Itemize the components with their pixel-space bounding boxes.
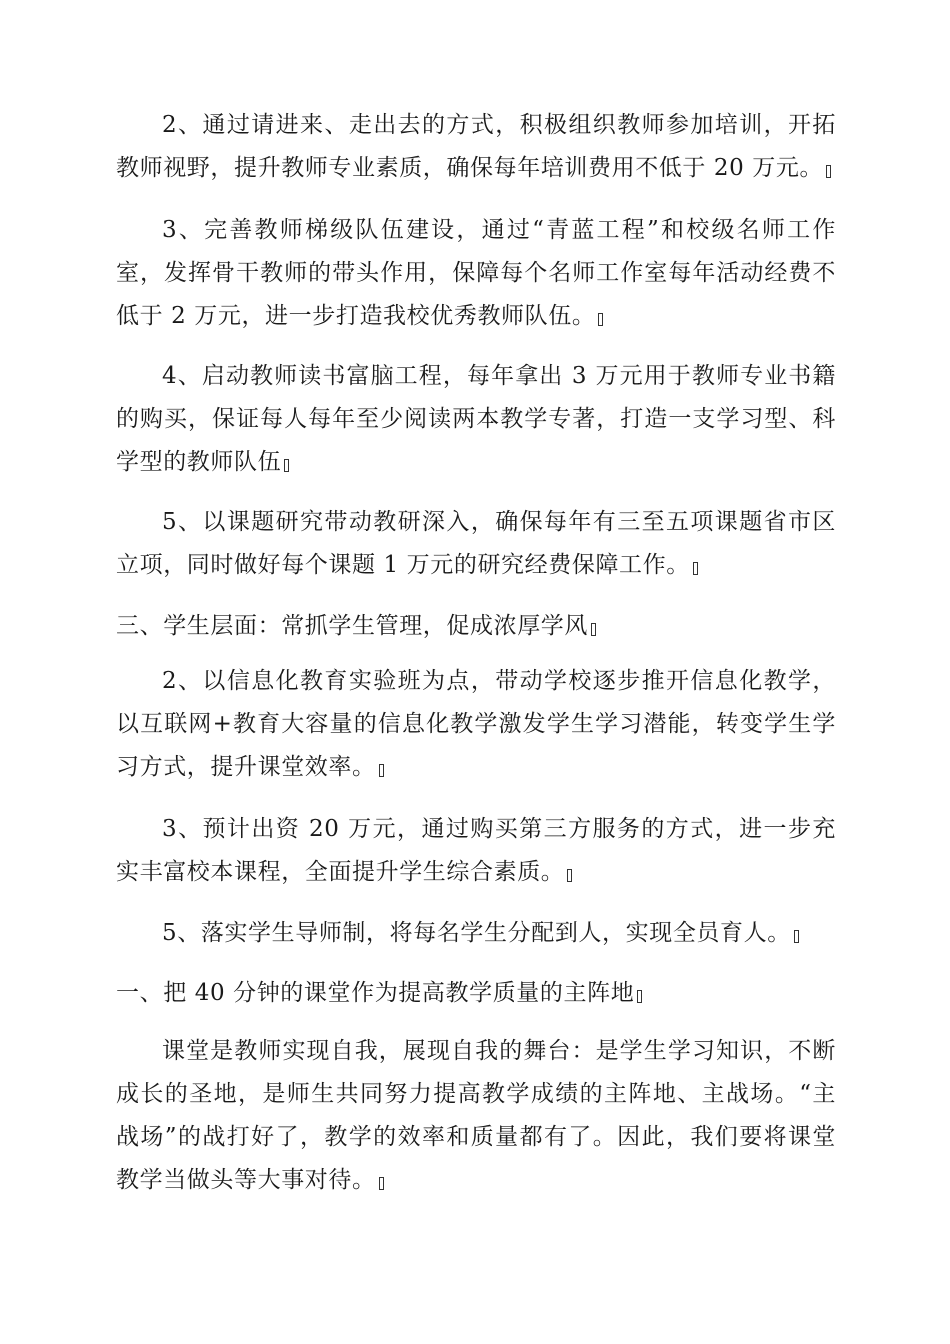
- paragraph-mark-icon: [693, 562, 698, 575]
- section-heading-students: [116, 605, 836, 648]
- paragraph-school-curriculum: [116, 808, 836, 894]
- paragraph-mark-icon: [794, 930, 799, 943]
- paragraph-teacher-training: [116, 104, 836, 190]
- paragraph-mark-icon: [826, 165, 831, 178]
- paragraph-information-teaching: [116, 660, 836, 789]
- heading-text: 三、学生层面：常抓学生管理，促成浓厚学风: [116, 613, 588, 639]
- paragraph-text: 3、预计出资 20 万元，通过购买第三方服务的方式，进一步充实丰富校本课程，全面提升学生综合素质。: [116, 816, 836, 885]
- paragraph-text: 4、启动教师读书富脑工程，每年拿出 3 万元用于教师专业书籍的购买，保证每人每年至少阅读两本教学专著，打造一支学习型、科学型的教师队伍: [116, 363, 836, 475]
- paragraph-mark-icon: [379, 1177, 384, 1190]
- paragraph-research: [116, 501, 836, 587]
- paragraph-text: 2、以信息化教育实验班为点，带动学校逐步推开信息化教学，以互联网+教育大容量的信息化教学激发学生学习潜能，转变学生学习方式，提升课堂效率。: [116, 668, 836, 780]
- heading-text: 一、把 40 分钟的课堂作为提高教学质量的主阵地: [116, 980, 635, 1006]
- section-heading-classroom: [116, 972, 836, 1015]
- paragraph-text: 5、以课题研究带动教研深入，确保每年有三至五项课题省市区立项，同时做好每个课题 1 万元的研究经费保障工作。: [116, 509, 836, 578]
- paragraph-text: 5、落实学生导师制，将每名学生分配到人，实现全员育人。: [162, 920, 791, 946]
- paragraph-text: 3、完善教师梯级队伍建设，通过“青蓝工程”和校级名师工作室，发挥骨干教师的带头作用，保障每个名师工作室每年活动经费不低于 2 万元，进一步打造我校优秀教师队伍。: [116, 217, 836, 329]
- paragraph-mark-icon: [591, 623, 596, 636]
- paragraph-mark-icon: [598, 313, 603, 326]
- paragraph-mark-icon: [567, 869, 572, 882]
- paragraph-mark-icon: [284, 459, 289, 472]
- paragraph-mark-icon: [379, 764, 384, 777]
- paragraph-teacher-team: [116, 209, 836, 338]
- paragraph-text: 课堂是教师实现自我，展现自我的舞台：是学生学习知识，不断成长的圣地，是师生共同努力提高教学成绩的主阵地、主战场。“主战场”的战打好了，教学的效率和质量都有了。因此，我们要将课堂教学当做头等大事对待。: [116, 1038, 836, 1193]
- paragraph-classroom-stage: [116, 1030, 836, 1202]
- paragraph-mark-icon: [637, 990, 642, 1003]
- paragraph-text: 2、通过请进来、走出去的方式，积极组织教师参加培训，开拓教师视野，提升教师专业素质，确保每年培训费用不低于 20 万元。: [116, 112, 836, 181]
- paragraph-mentor-system: [116, 912, 836, 955]
- paragraph-reading-project: [116, 355, 836, 484]
